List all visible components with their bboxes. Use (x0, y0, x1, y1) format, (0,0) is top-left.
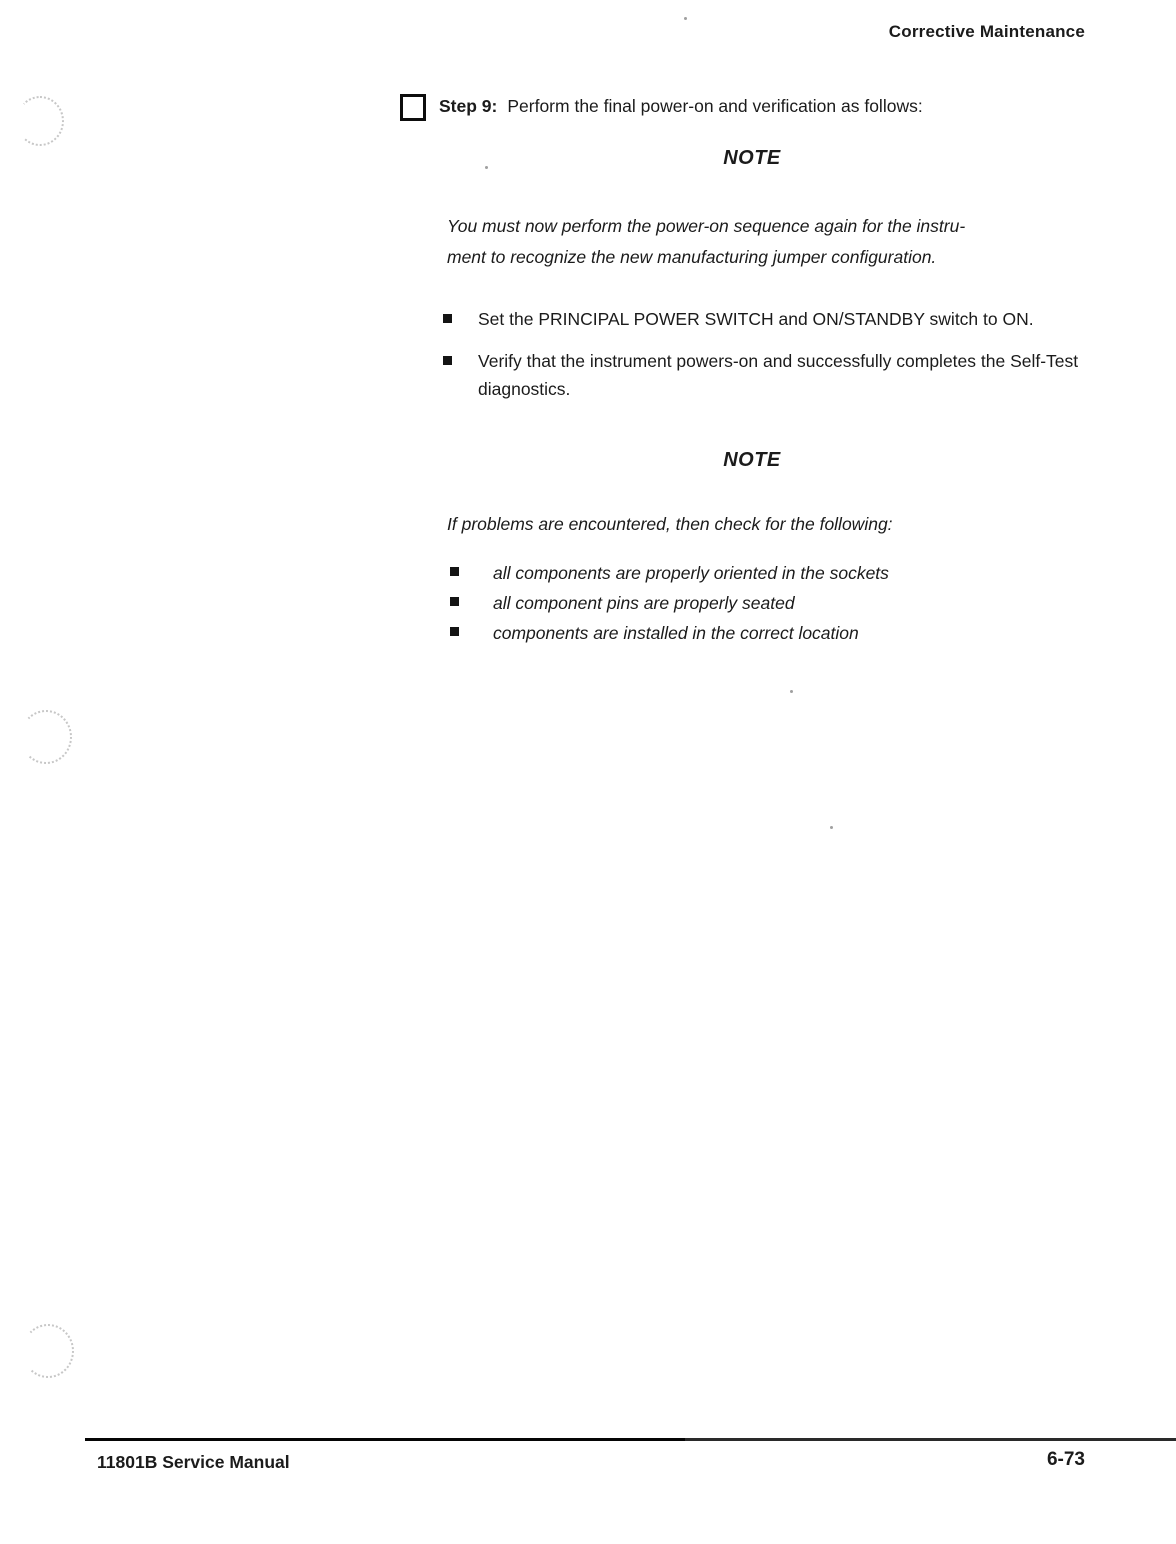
scan-speck (684, 17, 687, 20)
scan-speck (830, 826, 833, 829)
page-header: Corrective Maintenance (888, 22, 1085, 41)
checklist-bullet-list (450, 558, 1110, 648)
list-item-text: Set the PRINCIPAL POWER SWITCH and ON/STANDBY switch to ON. (478, 309, 1034, 329)
list-item (443, 305, 1103, 333)
list-item (443, 347, 1103, 403)
note-body (447, 211, 1097, 273)
list-item (450, 558, 1110, 588)
bullet-square-icon (443, 314, 452, 323)
hole-punch-mark (22, 1324, 74, 1378)
step-description: Perform the final power-on and verification as follows: (507, 96, 923, 116)
footer-rule (85, 1438, 1176, 1441)
list-item-text: all component pins are properly seated (493, 593, 795, 613)
hole-punch-mark (16, 96, 64, 146)
footer-manual-title: 11801B Service Manual (97, 1452, 290, 1472)
list-item (450, 618, 1110, 648)
note-heading: NOTE (723, 449, 781, 471)
hole-punch-mark (20, 710, 72, 764)
step-text (439, 93, 923, 119)
bullet-square-icon (450, 567, 459, 576)
list-item-text: Verify that the instrument powers-on and successfully completes the Self-Test diagnostics. (478, 351, 1079, 399)
bullet-square-icon (450, 597, 459, 606)
footer-page-number: 6-73 (1046, 1449, 1085, 1470)
bullet-square-icon (443, 356, 452, 365)
step-checkbox (400, 94, 426, 121)
step-row (400, 93, 1100, 121)
note-heading: NOTE (723, 147, 781, 169)
scan-speck (790, 690, 793, 693)
bullet-square-icon (450, 627, 459, 636)
procedure-bullet-list (443, 305, 1103, 417)
note-intro: If problems are encountered, then check for the following: (447, 514, 893, 534)
list-item-text: all components are properly oriented in the sockets (493, 563, 889, 583)
list-item-text: components are installed in the correct location (493, 623, 859, 643)
note-body-line: ment to recognize the new manufacturing jumper configuration. (447, 247, 937, 267)
note-body-line: You must now perform the power-on sequence again for the instru- (447, 216, 966, 236)
step-label: Step 9: (439, 96, 498, 116)
list-item (450, 588, 1110, 618)
